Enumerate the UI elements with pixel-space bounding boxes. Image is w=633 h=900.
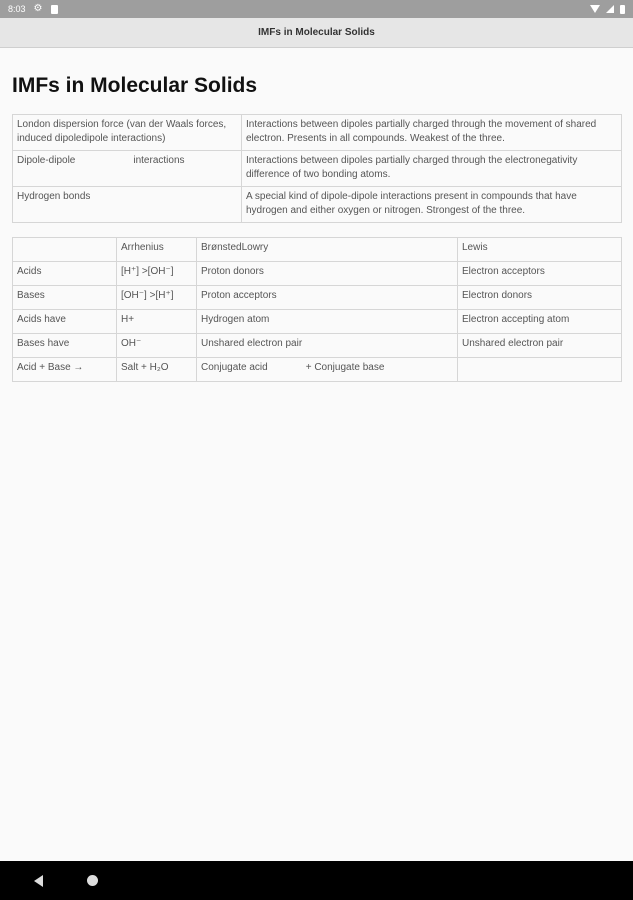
table-row — [13, 286, 622, 310]
home-icon[interactable] — [87, 875, 98, 886]
imf-name-part: interactions — [133, 155, 185, 166]
arrhenius-cell: OH⁻ — [117, 334, 197, 358]
bronsted-cell: Unshared electron pair — [197, 334, 458, 358]
row-label: Acid + Base → — [13, 358, 117, 382]
imf-description-cell: Interactions between dipoles partially charged through the electronegativity difference of two bonding atoms. — [242, 151, 622, 187]
bronsted-cell: Proton donors — [197, 262, 458, 286]
table-row — [13, 358, 622, 382]
app-bar — [0, 18, 633, 48]
table-row — [13, 187, 622, 223]
status-time: 8:03 — [8, 4, 26, 14]
gear-icon: ⚙ — [33, 3, 43, 14]
table-row — [13, 115, 622, 151]
table-row — [13, 151, 622, 187]
back-icon[interactable] — [34, 875, 43, 887]
imf-name-cell: Hydrogen bonds — [13, 187, 242, 223]
imf-name-cell: London dispersion force (van der Waals forces, induced dipoledipole interactions) — [13, 115, 242, 151]
page-title: IMFs in Molecular Solids — [12, 74, 258, 97]
conjugate-base-text: + Conjugate base — [305, 362, 385, 373]
column-header: BrønstedLowry — [197, 238, 458, 262]
arrhenius-cell: [H⁺] >[OH⁻] — [117, 262, 197, 286]
row-label: Bases have — [13, 334, 117, 358]
column-header: Arrhenius — [117, 238, 197, 262]
lewis-cell — [458, 358, 622, 382]
bronsted-cell: Hydrogen atom — [197, 310, 458, 334]
bronsted-cell — [197, 358, 458, 382]
imf-name-cell — [13, 151, 242, 187]
arrhenius-cell: H+ — [117, 310, 197, 334]
wifi-icon — [590, 5, 600, 13]
lewis-cell: Electron accepting atom — [458, 310, 622, 334]
bronsted-cell: Proton acceptors — [197, 286, 458, 310]
navigation-bar — [0, 861, 633, 900]
row-label: Acids — [13, 262, 117, 286]
arrhenius-cell: [OH⁻] >[H⁺] — [117, 286, 197, 310]
sd-card-icon — [51, 5, 58, 14]
table-row — [13, 310, 622, 334]
imf-description-cell: Interactions between dipoles partially charged through the movement of shared electron. Presents in all compounds. Weakest of the three. — [242, 115, 622, 151]
row-label: Acids have — [13, 310, 117, 334]
acid-base-table — [12, 237, 622, 382]
imf-name-part: Dipole-dipole — [17, 155, 76, 166]
arrhenius-cell: Salt + H₂O — [117, 358, 197, 382]
conjugate-acid-text: Conjugate acid — [201, 362, 268, 373]
table-row — [13, 262, 622, 286]
lewis-cell: Electron donors — [458, 286, 622, 310]
table-header-row — [13, 238, 622, 262]
app-bar-title: IMFs in Molecular Solids — [258, 27, 375, 38]
imf-description-cell: A special kind of dipole-dipole interactions present in compounds that have hydrogen and either oxygen or nitrogen. Strongest of the three. — [242, 187, 622, 223]
column-header: Lewis — [458, 238, 622, 262]
lewis-cell: Unshared electron pair — [458, 334, 622, 358]
imf-table — [12, 114, 622, 223]
row-label: Bases — [13, 286, 117, 310]
page-content — [12, 74, 622, 382]
lewis-cell: Electron acceptors — [458, 262, 622, 286]
table-row — [13, 334, 622, 358]
battery-icon — [620, 5, 625, 14]
signal-icon — [606, 5, 614, 13]
status-bar — [0, 0, 633, 18]
column-header — [13, 238, 117, 262]
